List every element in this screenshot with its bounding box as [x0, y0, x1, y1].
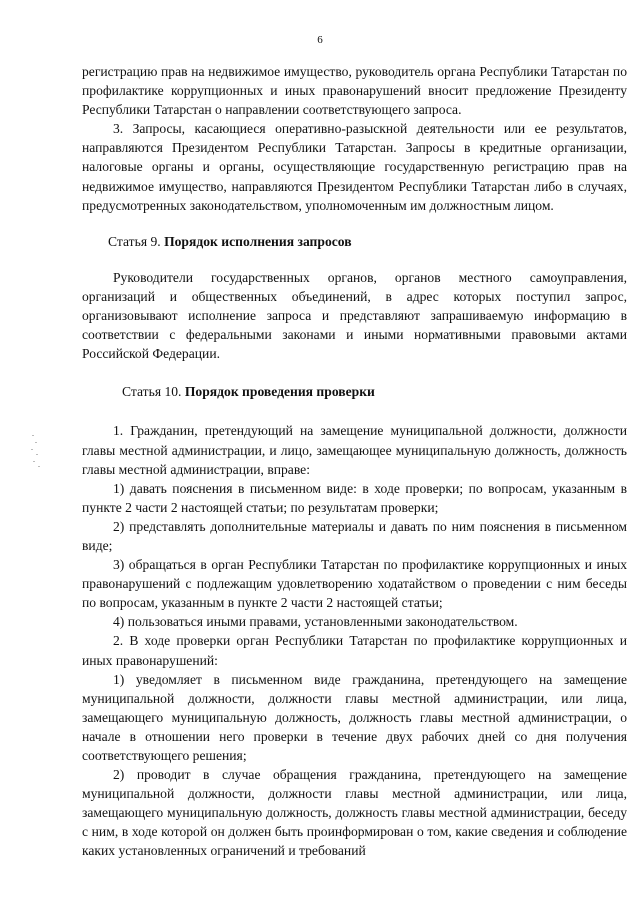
paragraph: 4) пользоваться иными правами, установленными законодательством.	[113, 614, 518, 630]
paragraph: 1) уведомляет в письменном виде гражданина, претендующего на замещение муниципальной должности, должности главы местной администрации, или лица, замещающего муниципальную должность, должность главы местной администрации, о начале в отношении него проверки в течение двух рабочих дней со дня получения соответствующего решения;	[82, 671, 627, 763]
scan-artifact	[30, 433, 44, 473]
paragraph: 2) проводит в случае обращения гражданина, претендующего на замещение муниципальной должности, должности главы местной администрации, или лица, замещающего муниципальную должность, должность главы местной администрации, беседу с ним, в ходе которой он должен быть проинформирован о том, какие сведения и соблюдение каких установленных ограничений и требований	[82, 767, 627, 859]
paragraph: 1) давать пояснения в письменном виде: в ходе проверки; по вопросам, указанным в пункте 2 части 2 настоящей статьи; по результатам проверки;	[82, 480, 627, 515]
paragraph: 3) обращаться в орган Республики Татарстан по профилактике коррупционных и иных правонарушений с подлежащим удовлетворению ходатайством о проведении с ним беседы по вопросам, указанным в пункте 2 части 2 настоящей статьи;	[82, 557, 627, 611]
article-heading	[82, 382, 627, 401]
paragraph: 3. Запросы, касающиеся оперативно-разыскной деятельности или ее результатов, направляются Президентом Республики Татарстан. Запросы в кредитные организации, налоговые органы и органы, осуществляющие государственную регистрацию прав на недвижимое имущество, направляются Президентом Республики Татарстан либо в случаях, предусмотренных законодательством, уполномоченным им должностным лицом.	[82, 121, 627, 213]
article-title: Порядок проведения проверки	[184, 384, 375, 400]
article-heading	[82, 232, 627, 251]
article-prefix: Статья 10.	[122, 384, 185, 400]
document-body	[82, 62, 627, 861]
article-title: Порядок исполнения запросов	[164, 233, 352, 249]
page-number: 6	[317, 34, 323, 46]
paragraph: Руководители государственных органов, органов местного самоуправления, организаций и общественных объединений, в адрес которых поступил запрос, организовывают исполнение запроса и представляют запрашиваемую информацию в соответствии с федеральными законами и иными нормативными правовыми актами Российской Федерации.	[82, 269, 627, 362]
paragraph: 2) представлять дополнительные материалы и давать по ним пояснения в письменном виде;	[82, 518, 627, 553]
paragraph: 1. Гражданин, претендующий на замещение муниципальной должности, должности главы местной администрации, и лицо, замещающее муниципальную должность, должность главы местной администрации, вправе:	[82, 423, 627, 477]
article-prefix: Статья 9.	[108, 233, 165, 249]
paragraph: регистрацию прав на недвижимое имущество, руководитель органа Республики Татарстан по профилактике коррупционных и иных правонарушений вносит предложение Президенту Республики Татарстан о направлении соответствующего запроса.	[82, 64, 627, 118]
paragraph: 2. В ходе проверки орган Республики Татарстан по профилактике коррупционных и иных правонарушений:	[82, 633, 627, 668]
